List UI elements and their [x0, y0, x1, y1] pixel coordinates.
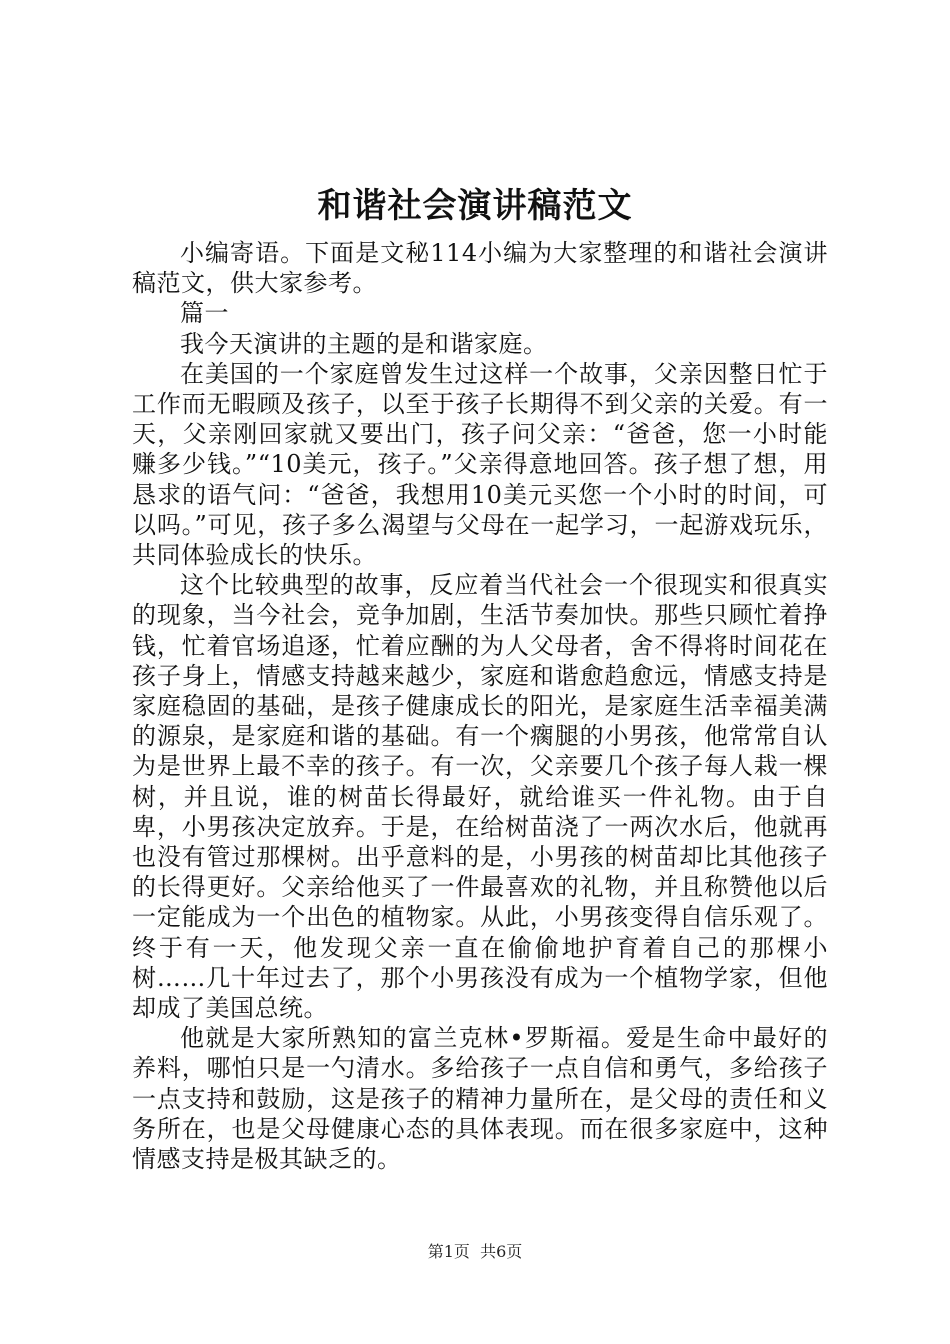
paragraph-theme: 我今天演讲的主题的是和谐家庭。 — [180, 329, 548, 358]
paragraph-section-heading: 篇一 — [180, 299, 229, 328]
paragraph-story: 在美国的一个家庭曾发生过这样一个故事，父亲因整日忙于工作而无暇顾及孩子，以至于孩子长期得不到父亲的关爱。有一天，父亲刚回家就又要出门，孩子问父亲：“爸爸，您一小时能赚多少钱。”“10美元，孩子。”父亲得意地回答。孩子想了想，用恳求的语气问：“爸爸，我想用10美元买您一个小时的时间，可以吗。”可见，孩子多么渴望与父母在一起学习，一起游戏玩乐，共同体验成长的快乐。 — [132, 359, 828, 570]
document-body — [132, 238, 828, 1174]
paragraph-intro: 小编寄语。下面是文秘114小编为大家整理的和谐社会演讲稿范文，供大家参考。 — [132, 239, 828, 298]
paragraph-analysis: 这个比较典型的故事，反应着当代社会一个很现实和很真实的现象，当今社会，竞争加剧，生活节奏加快。那些只顾忙着挣钱，忙着官场追逐，忙着应酬的为人父母者，舍不得将时间花在孩子身上，情感支持越来越少，家庭和谐愈趋愈远，情感支持是家庭稳固的基础，是孩子健康成长的阳光，是家庭生活幸福美满的源泉，是家庭和谐的基础。有一个瘸腿的小男孩，他常常自认为是世界上最不幸的孩子。有一次，父亲要几个孩子每人栽一棵树，并且说，谁的树苗长得最好，就给谁买一件礼物。由于自卑，小男孩决定放弃。于是，在给树苗浇了一两次水后，他就再也没有管过那棵树。出乎意料的是，小男孩的树苗却比其他孩子的长得更好。父亲给他买了一件最喜欢的礼物，并且称赞他以后一定能成为一个出色的植物家。从此，小男孩变得自信乐观了。终于有一天，他发现父亲一直在偷偷地护育着自己的那棵小树……几十年过去了，那个小男孩没有成为一个植物学家，但他却成了美国总统。 — [132, 571, 828, 1023]
document-title: 和谐社会演讲稿范文 — [317, 186, 633, 226]
page-number-label: 第1页 共6页 — [427, 1242, 523, 1261]
paragraph-conclusion: 他就是大家所熟知的富兰克林•罗斯福。爱是生命中最好的养料，哪怕只是一勺清水。多给孩子一点自信和勇气，多给孩子一点支持和鼓励，这是孩子的精神力量所在，是父母的责任和义务所在，也是父母健康心态的具体表现。而在很多家庭中，这种情感支持是极其缺乏的。 — [132, 1024, 828, 1174]
page-footer — [0, 1242, 950, 1262]
